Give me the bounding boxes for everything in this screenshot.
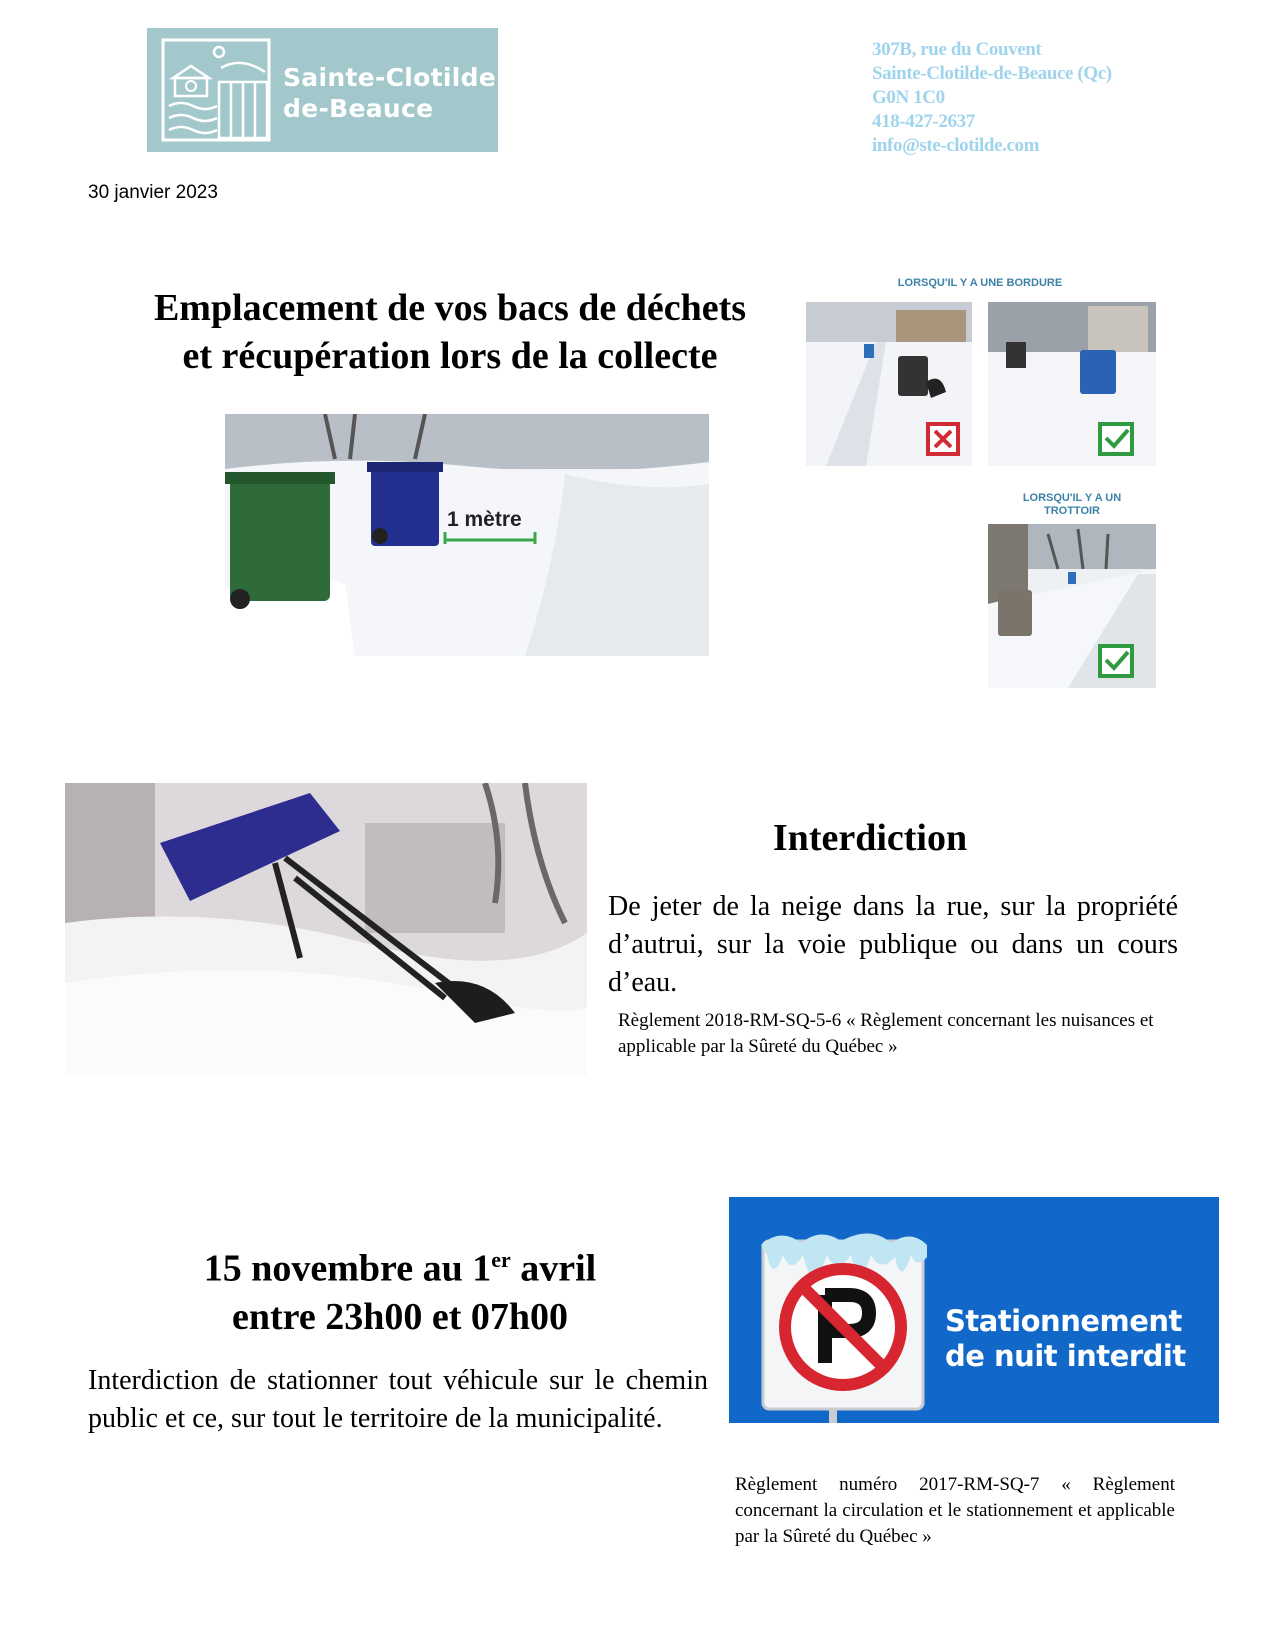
sidewalk-correct-photo — [988, 524, 1156, 688]
contact-postal-code: G0N 1C0 — [872, 87, 945, 108]
contact-phone: 418-427-2637 — [872, 111, 975, 132]
contact-block — [872, 38, 1112, 158]
contact-city: Sainte-Clotilde-de-Beauce (Qc) — [872, 63, 1112, 84]
night-parking-banner — [729, 1197, 1219, 1423]
bins-title-line-2: et récupération lors de la collecte — [182, 335, 718, 377]
border-correct-photo — [988, 302, 1156, 466]
bins-title-line-1: Emplacement de vos bacs de déchets — [153, 287, 747, 329]
logo-line-1: Sainte-Clotilde — [283, 63, 497, 92]
interdiction-text: De jeter de la neige dans la rue, sur la propriété d’autrui, sur la voie publique ou dans un cours d’eau. — [608, 891, 1178, 998]
dates-ordinal: er — [491, 1247, 511, 1272]
contact-street: 307B, rue du Couvent — [872, 39, 1042, 60]
banner-text — [945, 1304, 1186, 1374]
village-logo-icon — [161, 38, 271, 142]
caption-sidewalk-line-2: TROTTOIR — [1043, 505, 1100, 517]
banner-line-1: Stationnement — [945, 1304, 1182, 1338]
parking-regulation: Règlement numéro 2017-RM-SQ-7 « Règlement concernant la circulation et le stationnement et applicable par la Sûreté du Québec » — [735, 1474, 1175, 1547]
parking-dates — [110, 1236, 690, 1293]
border-wrong-photo — [806, 302, 972, 466]
dates-start: 15 novembre au 1 — [203, 1247, 492, 1290]
contact-email[interactable]: info@ste-clotilde.com — [872, 135, 1040, 156]
parking-hours: entre 23h00 et 07h00 — [232, 1295, 568, 1338]
parking-text: Interdiction de stationner tout véhicule sur le chemin public et ce, sur tout le territoire de la municipalité. — [88, 1365, 708, 1434]
bins-distance-photo — [225, 414, 709, 656]
logo-line-2: de-Beauce — [283, 94, 434, 123]
document-date: 30 janvier 2023 — [88, 182, 218, 203]
interdiction-title: Interdiction — [772, 817, 968, 859]
bins-title — [110, 284, 790, 380]
parking-period — [110, 1236, 690, 1341]
dates-end: avril — [510, 1247, 597, 1290]
snow-shovel-photo — [65, 783, 587, 1076]
no-parking-sign-icon — [741, 1197, 941, 1423]
distance-label: 1 mètre — [447, 508, 522, 531]
snow-regulation: Règlement 2018-RM-SQ-5-6 « Règlement concernant les nuisances et applicable par la Sûreté du Québec » — [618, 1010, 1154, 1057]
caption-border: LORSQU'IL Y A UNE BORDURE — [897, 277, 1063, 289]
banner-line-2: de nuit interdit — [945, 1339, 1186, 1373]
caption-sidewalk-line-1: LORSQU'IL Y A UN — [1022, 492, 1122, 504]
caption-sidewalk — [988, 492, 1156, 518]
municipality-logo — [147, 28, 498, 152]
